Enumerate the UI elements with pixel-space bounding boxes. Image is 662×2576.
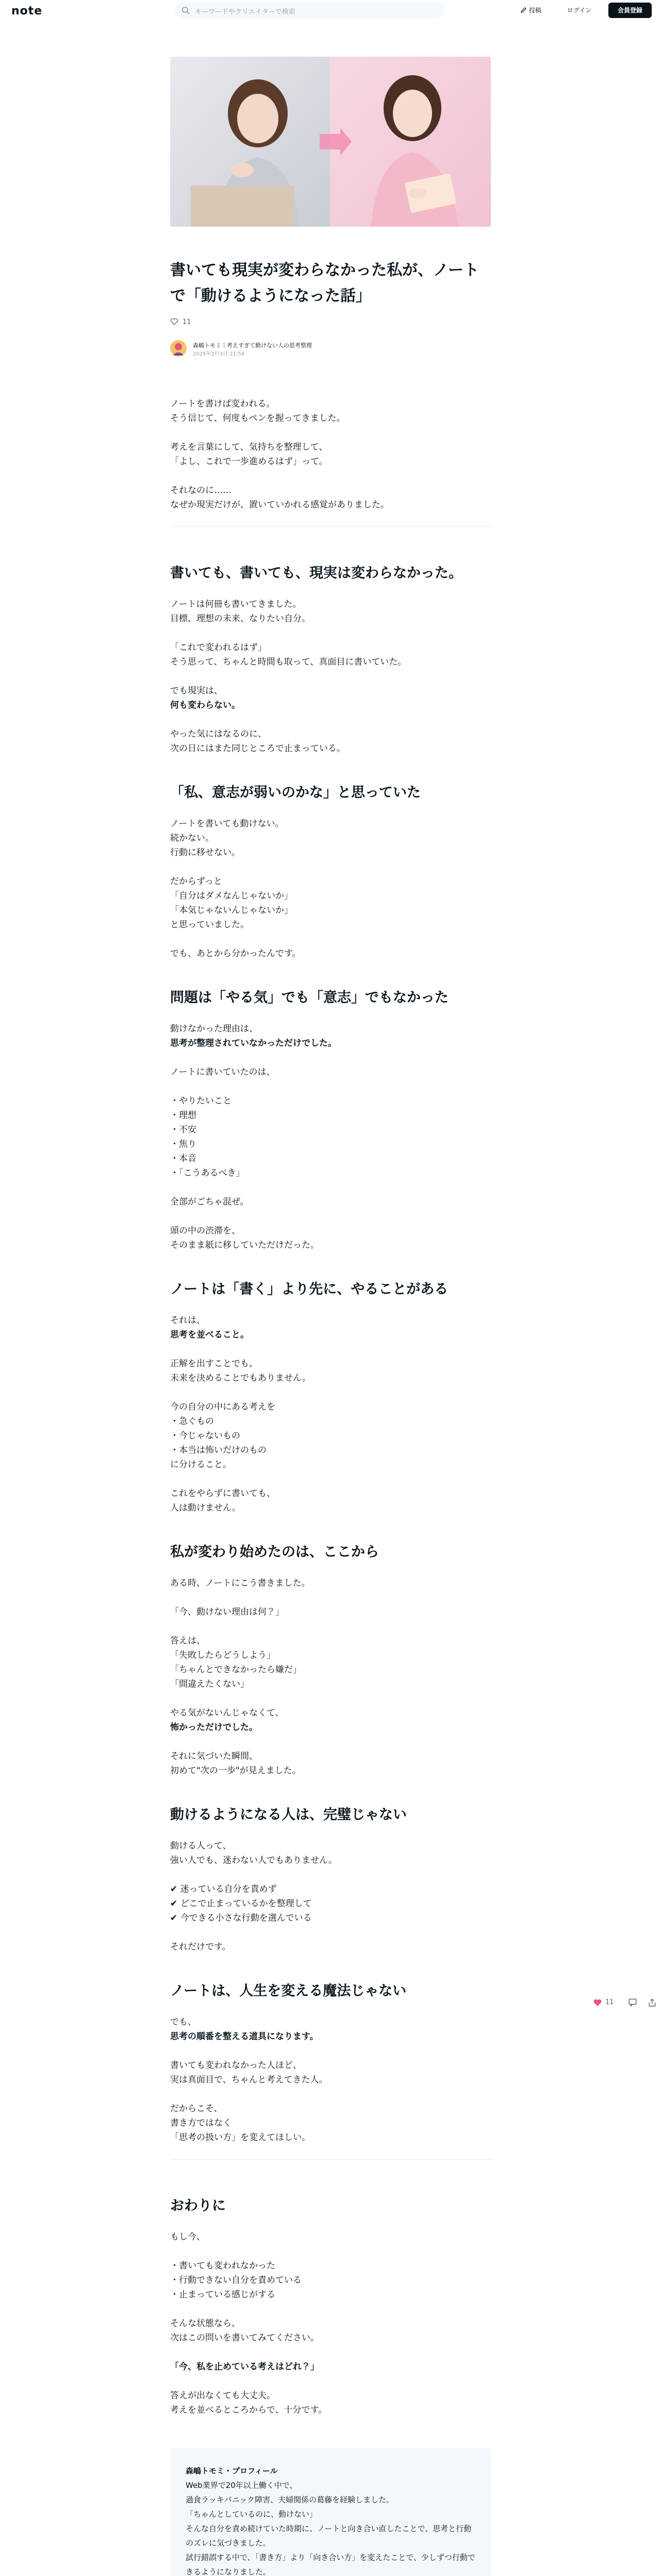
paragraph-line: 答えが出なくても大丈夫。 [170,2391,275,2401]
avatar[interactable] [170,340,187,357]
hero-image [170,57,491,227]
paragraph [170,1634,491,1691]
paragraph [170,1940,491,1954]
paragraph-line: そんな状態なら、 [170,2318,240,2329]
paragraph-line: ノートを書けば変われる。 [170,399,275,409]
section-heading: 私が変わり始めたのは、ここから [170,1544,379,1560]
paragraph-line: 動ける人って、 [170,1841,231,1851]
share-icon[interactable] [648,1998,657,2007]
paragraph-line: ・今じゃないもの [170,1431,240,1441]
paragraph [170,1839,491,1868]
paragraph-line: ✔ 迷っている自分を責めず [170,1884,277,1894]
post-label: 投稿 [529,7,542,14]
paragraph-line: ✔ 今できる小さな行動を選んでいる [170,1913,312,1923]
paragraph-line: 「思考の扱い方」を変えてほしい。 [170,2132,310,2143]
paragraph-line: 初めて"次の一歩"が見えました。 [170,1766,301,1776]
paragraph [170,483,491,512]
section-gap [170,770,491,783]
paragraph [170,1576,491,1590]
section-gap [170,1969,491,1981]
search-bar[interactable] [175,2,444,19]
section-gap [170,551,491,563]
profile-line: Web業界で20年以上働く中で、 [186,2481,297,2490]
paragraph-line: そのまま紙に移していただけだった。 [170,1240,319,1250]
divider [170,2159,491,2160]
paragraph-line: 未来を決めることでもありません。 [170,1373,311,1383]
paragraph-line: それだけです。 [170,1942,231,1952]
paragraph [170,1224,491,1252]
paragraph-line: 次の日にはまた同じところで止まっている。 [170,743,345,754]
paragraph-line: 目標、理想の未来、なりたい自分。 [170,614,310,624]
search-icon [181,6,190,14]
paragraph [170,640,491,669]
paragraph-line: と思っていました。 [170,920,249,930]
paragraph-line: 怖かっただけでした。 [170,1722,258,1733]
paragraph-line: 「よし、これで一歩進めるはず」って。 [170,456,328,467]
pen-icon [521,7,527,13]
paragraph-line: でも、 [170,2017,196,2027]
paragraph-line: ・焦り [170,1139,196,1149]
paragraph-line: ・止まっている感じがする [170,2290,275,2300]
paragraph-line: 思考が整理されていなかっただけでした。 [170,1038,337,1048]
publish-date: 2025年2月3日 21:54 [193,351,245,357]
paragraph-line: ・「こうあるべき」 [170,1168,245,1178]
paragraph [170,1882,491,1925]
paragraph [170,684,491,713]
section-heading: 動けるようになる人は、完璧じゃない [170,1807,407,1823]
section-gap [170,975,491,988]
article-title: 書いても現実が変わらなかった私が、ノートで「動けるようになった話」 [170,261,479,305]
search-placeholder: キーワードやクリエイターで検索 [195,8,295,16]
paragraph-line: ノートは何冊も書いてきました。 [170,599,302,609]
paragraph-line: 「今、動けない理由は何？」 [170,1607,284,1617]
paragraph-line: 書いても変われなかった人ほど、 [170,2060,302,2071]
paragraph-line: 全部がごちゃ混ぜ。 [170,1197,249,1207]
site-header [0,0,662,21]
section-heading: 書いても、書いても、現実は変わらなかった。 [170,565,462,581]
paragraph-line: 考えを言葉にして、気持ちを整理して、 [170,442,328,452]
section-gap [170,2183,491,2196]
paragraph-line: 続かない。 [170,833,214,843]
paragraph-line: ノートに書いていたのは、 [170,1067,275,1077]
paragraph-line: ・行動できない自分を責めている [170,2275,302,2285]
profile-line: 過食ラッキパニック障害、夫婦関係の葛藤を経験しました。 [186,2495,394,2504]
paragraph [170,727,491,756]
paragraph-line: なぜか現実だけが、置いていかれる感覚がありました。 [170,500,389,510]
paragraph-line: それなのに…… [170,485,231,496]
profile-line: 「ちゃんとしているのに、動けない」 [186,2510,318,2519]
paragraph-line: ・本当は怖いだけのもの [170,1445,267,1455]
paragraph-line: それは、 [170,1315,205,1326]
paragraph-line: に分けること。 [170,1460,231,1470]
paragraph-line: 動けなかった理由は、 [170,1024,258,1034]
paragraph [170,1313,491,1342]
paragraph-line: 正解を出すことでも、 [170,1359,258,1369]
paragraph-line: 次はこの問いを書いてみてください。 [170,2333,319,2343]
section-heading: ノートは「書く」より先に、やることがある [170,1281,449,1297]
author-name[interactable]: 森嶋トモミ｜考えすぎて動けない人の思考整理 [193,342,312,349]
paragraph-line: 人は動けません。 [170,1503,241,1513]
note-logo[interactable]: note [11,5,43,18]
section-heading: ノートは、人生を変える魔法じゃない [170,1983,407,1999]
paragraph-line: ✔ どこで止まっているかを整理して [170,1899,312,1909]
paragraph-line: ・本音 [170,1154,196,1164]
paragraph [170,597,491,626]
paragraph-line: 今の自分の中にある考えを [170,1402,275,1412]
paragraph [170,1400,491,1472]
signup-button[interactable]: 会員登録 [608,3,652,18]
paragraph-line: ある時、ノートにこう書きました。 [170,1578,310,1588]
paragraph-line: でも、あとから分かったんです。 [170,948,301,959]
hero-illustration [170,57,491,227]
author-row [170,337,491,363]
paragraph-line: だからずっと [170,876,222,887]
paragraph-line: 実は真面目で、ちゃんと考えてきた人。 [170,2075,328,2085]
float-like-count: 11 [605,1998,614,2006]
paragraph [170,874,491,932]
paragraph [170,2230,491,2244]
paragraph-line: 書き方ではなく [170,2118,231,2128]
paragraph-line: ・理想 [170,1110,196,1121]
paragraph-line: でも現実は、 [170,686,223,696]
paragraph-line: これをやらずに書いても、 [170,1488,275,1499]
paragraph [170,1094,491,1180]
paragraph [170,1706,491,1735]
paragraph-line: だからこそ、 [170,2104,223,2114]
section-gap [170,1530,491,1542]
paragraph [170,2316,491,2345]
paragraph [170,2388,491,2417]
paragraph [170,2058,491,2087]
paragraph [170,1749,491,1778]
paragraph-line: もし今、 [170,2232,205,2242]
like-count: 11 [183,318,191,326]
paragraph-line: 思考の順番を整える道具になります。 [170,2031,319,2042]
paragraph [170,2259,491,2302]
paragraph [170,1022,491,1050]
paragraph-line: 強い人でも、迷わない人でもありません。 [170,1855,338,1866]
paragraph [170,440,491,469]
paragraph-line: それに気づいた瞬間、 [170,1751,258,1761]
paragraph [170,1195,491,1209]
paragraph-line: 「失敗したらどうしよう」 [170,1650,275,1660]
section-gap [170,1267,491,1279]
article [170,258,491,2576]
paragraph [170,397,491,426]
heart-icon[interactable] [170,317,178,326]
article-body [170,397,491,2417]
paragraph-line: 答えは、 [170,1636,205,1646]
paragraph-line: 「間違えたくない」 [170,1679,249,1689]
paragraph-line: そう信じて、何度もペンを握ってきました。 [170,413,345,423]
paragraph [170,1605,491,1619]
paragraph [170,1357,491,1385]
paragraph [170,1486,491,1515]
paragraph-line: ・不安 [170,1125,196,1135]
paragraph [170,2102,491,2145]
comment-icon[interactable] [628,1998,637,2007]
paragraph [170,817,491,860]
like-row [170,317,491,330]
section-heading: おわりに [170,2198,226,2214]
login-button[interactable]: ログイン [567,7,592,14]
paragraph-line: 「ちゃんとできなかったら嫌だ」 [170,1665,302,1675]
paragraph-line: ・書いても変われなかった [170,2261,275,2271]
section-heading: 「私、意志が弱いのかな」と思っていた [170,785,421,801]
post-button[interactable] [521,4,541,16]
paragraph-line: 頭の中の渋滞を、 [170,1226,240,1236]
profile-title: 森嶋トモミ・プロフィール [186,2466,278,2476]
paragraph-line: 「これで変われるはず」 [170,642,267,653]
paragraph [170,2015,491,2044]
paragraph-line: ノートを書いても動けない。 [170,819,284,829]
paragraph [170,1065,491,1079]
profile-line: 試行錯誤する中で、「書き方」より「向き合い方」を変えたことで、少しずつ行動できるようになりました。 [186,2553,475,2576]
avatar-image [170,340,187,357]
paragraph-line: ・やりたいこと [170,1096,231,1106]
paragraph-line: 考えを並べるところからで、十分です。 [170,2405,327,2415]
heart-icon[interactable] [593,1998,602,2007]
paragraph-line: そう思って、ちゃんと時間も取って、真面目に書いていた。 [170,657,407,667]
paragraph-line: 行動に移せない。 [170,848,240,858]
paragraph-line: 何も変わらない。 [170,700,240,710]
section-heading: 問題は「やる気」でも「意志」でもなかった [170,990,449,1006]
paragraph-line: 「今、私を止めている考えはどれ？」 [170,2362,319,2372]
paragraph-line: やった気にはなるのに、 [170,729,267,739]
paragraph [170,946,491,961]
paragraph-line: やる気がないんじゃなくて、 [170,1708,284,1718]
profile-box [170,2448,491,2576]
paragraph-line: 「本気じゃないんじゃないか」 [170,905,293,916]
paragraph-line: ・急ぐもの [170,1416,214,1427]
paragraph-line: 思考を並べること。 [170,1330,249,1340]
section-gap [170,1792,491,1805]
profile-line: そんな自分を責め続けていた時期に、ノートと向き合い直したことで、思考と行動のズレに気づきました。 [186,2524,472,2548]
paragraph [170,2360,491,2374]
paragraph-line: 「自分はダメなんじゃないか」 [170,891,293,901]
